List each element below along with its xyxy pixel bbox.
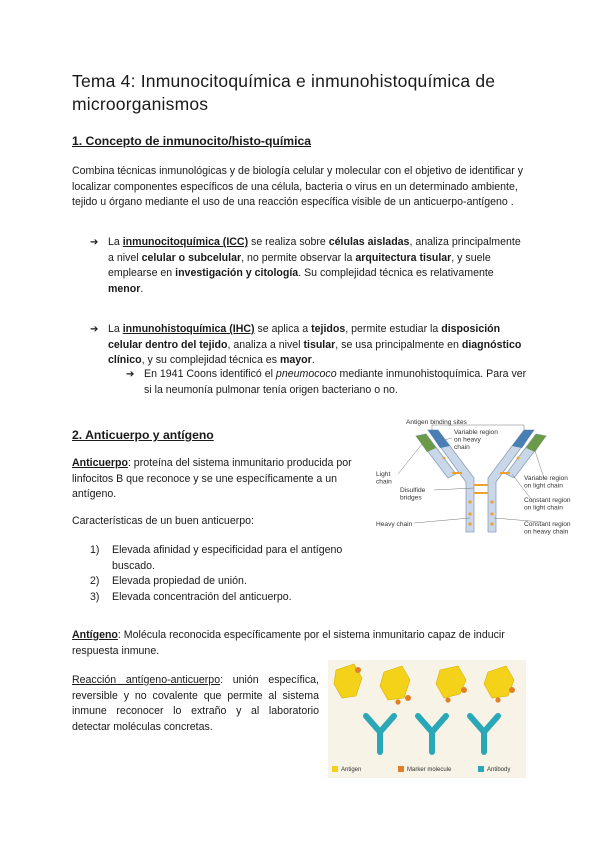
section-2-heading: 2. Anticuerpo y antígeno — [72, 428, 214, 442]
antigeno-definition: Antígeno: Molécula reconocida específicamente por el sistema inmunitario capaz de inducir respuesta inmune. — [72, 629, 505, 657]
label-variable-light: Variable region on light chain — [524, 475, 568, 490]
label-binding-sites: Antigen binding sites — [406, 419, 467, 426]
antigen-antibody-svg — [328, 660, 526, 778]
section-1-heading: 1. Concepto de inmunocito/histo-química — [72, 134, 312, 148]
label-light-chain: Light chain — [376, 471, 392, 486]
antibody-structure-svg — [374, 418, 586, 542]
arrow-bullet-ihc: ➔ — [90, 324, 99, 335]
ihc-paragraph: La inmunohistoquímica (IHC) se aplica a tejidos, permite estudiar la disposición celular dentro del tejido, analiza a nivel tisular, se usa principalmente en diagnóstico clínico, y su complejidad técnica es mayor. — [108, 323, 522, 367]
legend-antibody-label: Antibody — [487, 767, 511, 773]
antigeno-term: Antígeno — [72, 629, 118, 641]
icc-term: inmunocitoquímica (ICC) — [122, 236, 249, 248]
anticuerpo-definition: Anticuerpo: proteína del sistema inmunitario producida por linfocitos B que reconoce y se une específicamente a un antígeno. — [72, 457, 352, 501]
anticuerpo-term: Anticuerpo — [72, 457, 128, 469]
legend-marker-swatch — [398, 766, 404, 772]
antibody-shapes — [366, 716, 498, 752]
reaccion-term: Reacción antígeno-anticuerpo — [72, 674, 221, 686]
reaccion-definition: Reacción antígeno-anticuerpo: unión específica, reversible y no covalente que permite al sistema inmune reconocer lo extraño y al laboratorio detectar moléculas concretas. — [72, 674, 319, 733]
label-constant-light: Constant region on light chain — [524, 497, 571, 512]
legend-antibody-swatch — [478, 766, 484, 772]
disulfide-bridges — [443, 457, 520, 526]
antibody-structure-figure — [374, 418, 586, 542]
label-disulfide-bridges: Disulfide bridges — [400, 487, 426, 502]
coons-paragraph: En 1941 Coons identificó el pneumococo mediante inmunohistoquímica. Para ver si la neumonía pulmonar tenía origen bacteriano o no. — [144, 368, 527, 396]
list-item: 1) Elevada afinidad y especificidad para el antígeno buscado. — [90, 544, 343, 572]
arrow-bullet-coons: ➔ — [126, 369, 135, 380]
antigen-antibody-figure — [328, 660, 526, 778]
ihc-term: inmunohistoquímica (IHC) — [122, 323, 255, 335]
antigen-shapes — [334, 664, 514, 700]
legend-antigen-label: Antigen — [341, 767, 362, 773]
list-item: 3) Elevada concentración del anticuerpo. — [90, 590, 292, 603]
label-constant-heavy: Constant region on heavy chain — [524, 521, 571, 536]
characteristics-list — [90, 543, 370, 605]
document-title: Tema 4: Inmunocitoquímica e inmunohistoquímica de microorganismos — [72, 71, 496, 114]
characteristics-label: Características de un buen anticuerpo: — [72, 515, 254, 527]
label-heavy-chain: Heavy chain — [376, 521, 413, 528]
list-item: 2) Elevada propiedad de unión. — [90, 575, 247, 588]
label-variable-heavy: Variable region on heavy chain — [454, 429, 498, 451]
legend-marker-label: Marker molecule — [407, 767, 452, 773]
intro-paragraph: Combina técnicas inmunológicas y de biología celular y molecular con el objetivo de identificar y localizar componentes específicos de una célula, bacteria o virus en un determinado ambiente, tejido u órgano mediante el uso de una reacción específica visible de un anticuerpo-antígeno . — [72, 165, 524, 209]
arrow-bullet-icc: ➔ — [90, 237, 99, 248]
legend-antigen-swatch — [332, 766, 338, 772]
icc-paragraph: La inmunocitoquímica (ICC) se realiza sobre células aisladas, analiza principalmente a nivel celular o subcelular, no permite observar la arquitectura tisular, y suele emplearse en investigación y citología. Su complejidad técnica es relativamente menor. — [108, 236, 521, 295]
